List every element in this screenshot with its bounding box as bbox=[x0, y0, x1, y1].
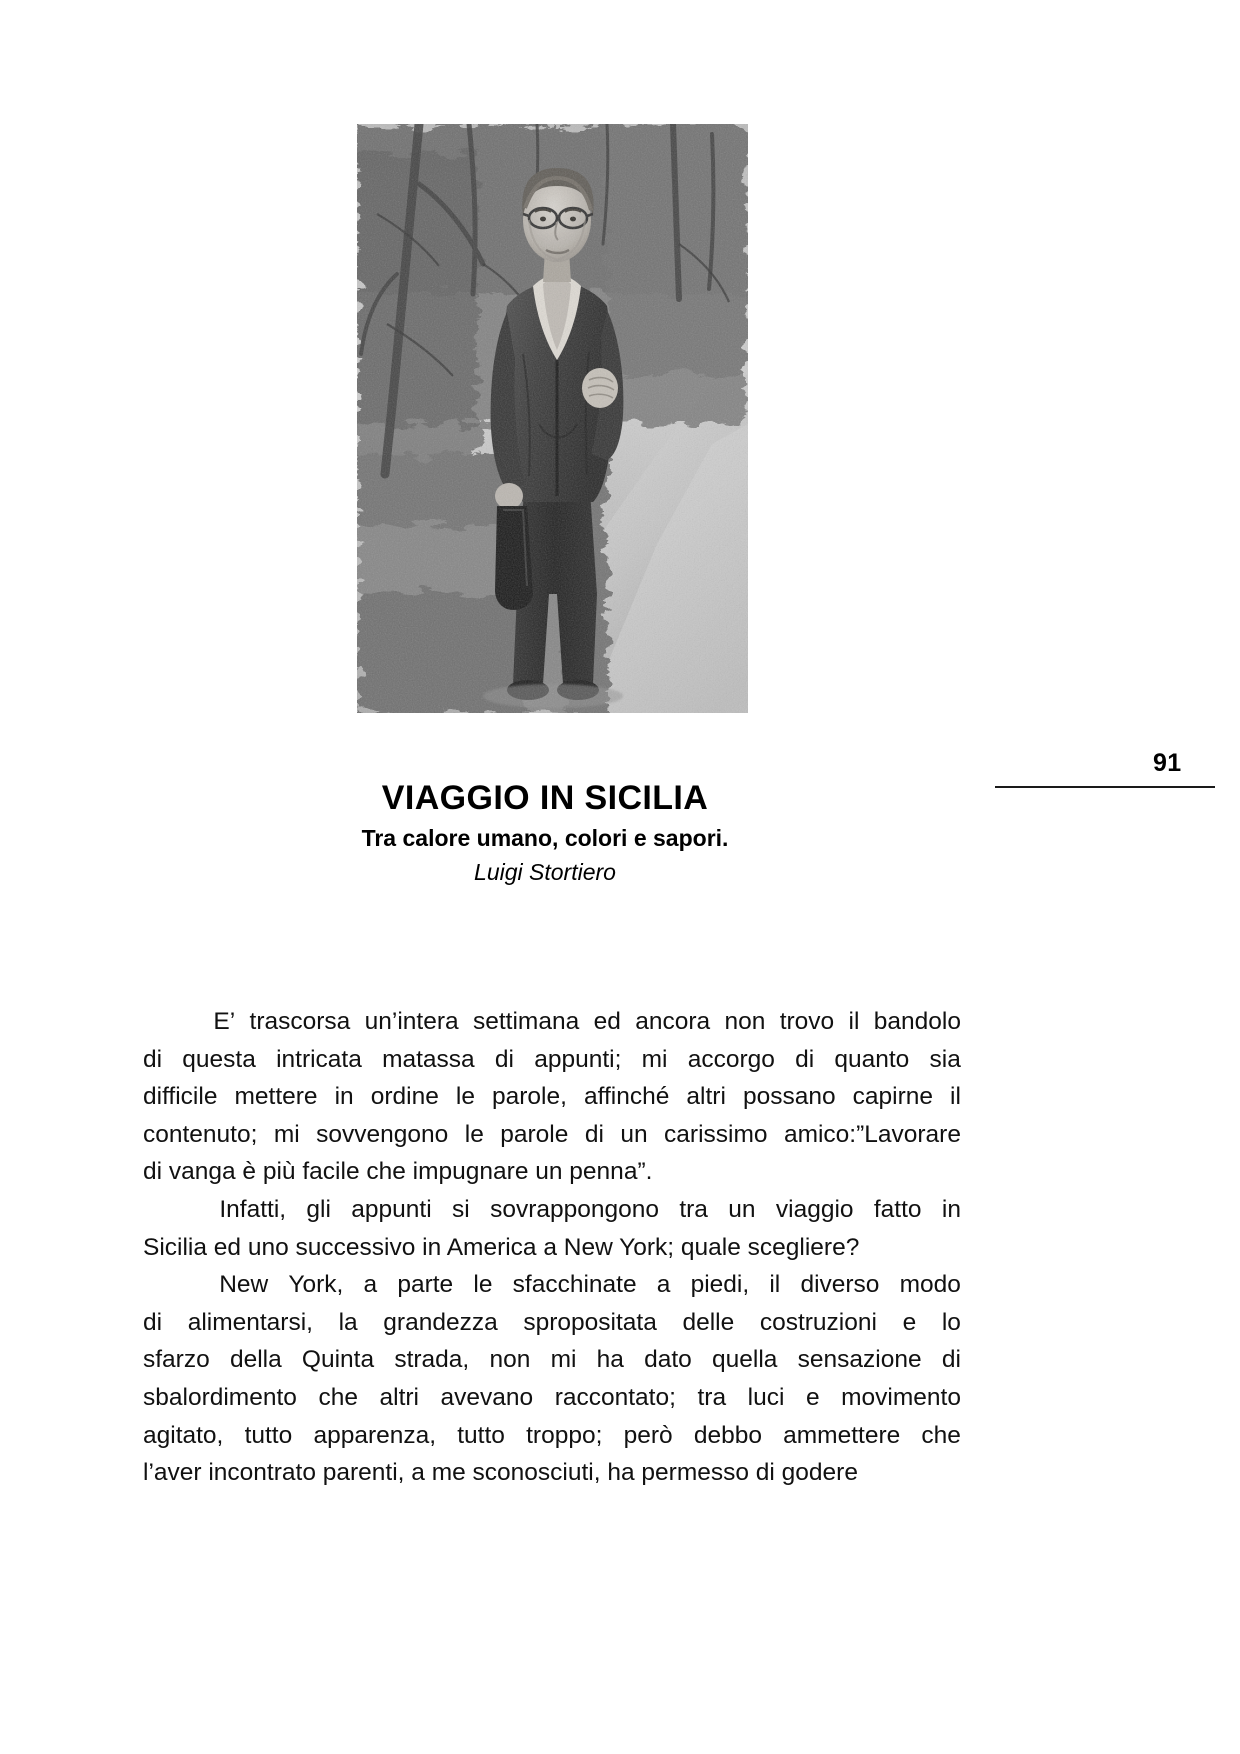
word: sensazione bbox=[797, 1346, 922, 1374]
word: tutto bbox=[244, 1421, 293, 1449]
paragraph-indent bbox=[143, 1191, 199, 1229]
word: possano bbox=[742, 1083, 836, 1111]
word: mi bbox=[641, 1045, 668, 1073]
article-heading bbox=[140, 778, 950, 887]
word: contenuto; bbox=[143, 1120, 258, 1148]
word: settimana bbox=[472, 1008, 580, 1035]
word: delle bbox=[682, 1308, 735, 1336]
word: costruzioni bbox=[759, 1308, 877, 1336]
word: quella bbox=[712, 1346, 778, 1374]
paragraph bbox=[143, 1003, 961, 1191]
word: le bbox=[464, 1120, 484, 1148]
word: E’ bbox=[213, 1008, 236, 1035]
word: apparenza, bbox=[313, 1421, 437, 1449]
text-line: di vanga è più facile che impugnare un penna”. bbox=[143, 1158, 653, 1186]
word: però bbox=[623, 1421, 673, 1449]
word: altri bbox=[686, 1083, 726, 1111]
word: ancora bbox=[635, 1008, 711, 1035]
word: intricata bbox=[276, 1045, 362, 1073]
word: diverso bbox=[800, 1271, 880, 1299]
word: viaggio bbox=[775, 1195, 854, 1223]
word: grandezza bbox=[383, 1308, 498, 1336]
word: York, bbox=[288, 1271, 344, 1299]
word: debbo bbox=[693, 1421, 762, 1449]
word: quanto bbox=[834, 1045, 910, 1073]
word: questa bbox=[182, 1045, 256, 1073]
word: spropositata bbox=[523, 1308, 657, 1336]
word: capirne bbox=[852, 1083, 933, 1111]
word: dato bbox=[644, 1346, 692, 1374]
word: di bbox=[494, 1045, 514, 1073]
word: parte bbox=[397, 1271, 454, 1299]
word: ammettere bbox=[783, 1421, 901, 1449]
word: di bbox=[795, 1045, 815, 1073]
paragraph bbox=[143, 1266, 961, 1492]
word: le bbox=[473, 1271, 493, 1299]
text-line bbox=[143, 1379, 961, 1417]
word: a bbox=[656, 1271, 671, 1299]
word: carissimo bbox=[664, 1120, 768, 1148]
word: sovrappongono bbox=[490, 1195, 659, 1223]
word: un bbox=[728, 1195, 756, 1223]
word: Infatti, bbox=[219, 1195, 287, 1223]
word: Quinta bbox=[301, 1346, 375, 1374]
page-folio bbox=[995, 748, 1215, 778]
article-title: VIAGGIO IN SICILIA bbox=[381, 779, 709, 817]
word: parole bbox=[500, 1120, 569, 1148]
folio-rule bbox=[995, 786, 1215, 788]
word: mettere bbox=[234, 1083, 318, 1111]
word: raccontato; bbox=[554, 1383, 676, 1411]
word: parole, bbox=[492, 1083, 567, 1111]
word: di bbox=[584, 1120, 604, 1148]
word: ordine bbox=[370, 1083, 439, 1111]
word: piedi, bbox=[690, 1271, 750, 1299]
word: movimento bbox=[841, 1383, 961, 1411]
text-line bbox=[143, 1003, 961, 1041]
word: sfacchinate bbox=[512, 1271, 637, 1299]
text-line: Sicilia ed uno successivo in America a New York; quale scegliere? bbox=[143, 1233, 860, 1261]
word: e bbox=[902, 1308, 917, 1336]
word: sfarzo bbox=[143, 1346, 210, 1374]
word: tra bbox=[697, 1383, 727, 1411]
word: il bbox=[848, 1008, 860, 1035]
text-line bbox=[143, 1417, 961, 1455]
paragraph bbox=[143, 1191, 961, 1266]
paragraph-indent bbox=[143, 1003, 199, 1041]
word: si bbox=[452, 1195, 470, 1223]
text-line bbox=[143, 1341, 961, 1379]
word: matassa bbox=[382, 1045, 475, 1073]
word: sovvengono bbox=[316, 1120, 449, 1148]
word: accorgo bbox=[687, 1045, 775, 1073]
word: appunti; bbox=[534, 1045, 622, 1073]
word: agitato, bbox=[143, 1421, 224, 1449]
word: gli bbox=[306, 1195, 331, 1223]
text-line bbox=[143, 1041, 961, 1079]
word: trovo bbox=[779, 1008, 835, 1035]
word: difficile bbox=[143, 1083, 218, 1111]
word: in bbox=[941, 1195, 961, 1223]
word: la bbox=[338, 1308, 358, 1336]
word: modo bbox=[899, 1271, 961, 1299]
word: di bbox=[143, 1045, 163, 1073]
word: sbalordimento bbox=[143, 1383, 297, 1411]
word: tra bbox=[679, 1195, 708, 1223]
article-photograph bbox=[357, 124, 748, 713]
word: un bbox=[620, 1120, 648, 1148]
word: non bbox=[724, 1008, 766, 1035]
article-author: Luigi Stortiero bbox=[474, 859, 616, 885]
word: ha bbox=[596, 1346, 624, 1374]
word: tutto bbox=[457, 1421, 505, 1449]
text-line bbox=[143, 1078, 961, 1116]
word: di bbox=[143, 1308, 163, 1336]
word: della bbox=[229, 1346, 282, 1374]
word: amico:”Lavorare bbox=[783, 1120, 961, 1148]
text-line bbox=[143, 1191, 961, 1229]
page-number: 91 bbox=[1153, 749, 1182, 777]
article-body bbox=[143, 1003, 961, 1492]
word: altri bbox=[379, 1383, 419, 1411]
word: che bbox=[921, 1421, 961, 1449]
word: alimentarsi, bbox=[187, 1308, 313, 1336]
word: il bbox=[950, 1083, 961, 1111]
text-line: l’aver incontrato parenti, a me sconosciuti, ha permesso di godere bbox=[143, 1459, 858, 1487]
text-line bbox=[143, 1304, 961, 1342]
word: affinché bbox=[583, 1083, 670, 1111]
word: mi bbox=[550, 1346, 577, 1374]
word: bandolo bbox=[873, 1008, 961, 1035]
word: non bbox=[489, 1346, 531, 1374]
word: strada, bbox=[394, 1346, 470, 1374]
word: New bbox=[219, 1271, 269, 1299]
word: il bbox=[769, 1271, 781, 1299]
word: che bbox=[318, 1383, 358, 1411]
word: in bbox=[334, 1083, 354, 1111]
word: appunti bbox=[351, 1195, 432, 1223]
paragraph-indent bbox=[143, 1266, 199, 1304]
word: sia bbox=[929, 1045, 961, 1073]
word: trascorsa bbox=[249, 1008, 351, 1035]
word: fatto bbox=[873, 1195, 922, 1223]
word: mi bbox=[273, 1120, 300, 1148]
word: avevano bbox=[440, 1383, 534, 1411]
word: e bbox=[805, 1383, 820, 1411]
word: luci bbox=[747, 1383, 785, 1411]
word: ed bbox=[593, 1008, 621, 1035]
word: le bbox=[455, 1083, 475, 1111]
text-line bbox=[143, 1266, 961, 1304]
word: troppo; bbox=[526, 1421, 603, 1449]
word: a bbox=[363, 1271, 378, 1299]
article-subtitle: Tra calore umano, colori e sapori. bbox=[361, 825, 729, 851]
word: di bbox=[941, 1346, 961, 1374]
word: un’intera bbox=[364, 1008, 459, 1035]
text-line bbox=[143, 1116, 961, 1154]
word: lo bbox=[941, 1308, 961, 1336]
